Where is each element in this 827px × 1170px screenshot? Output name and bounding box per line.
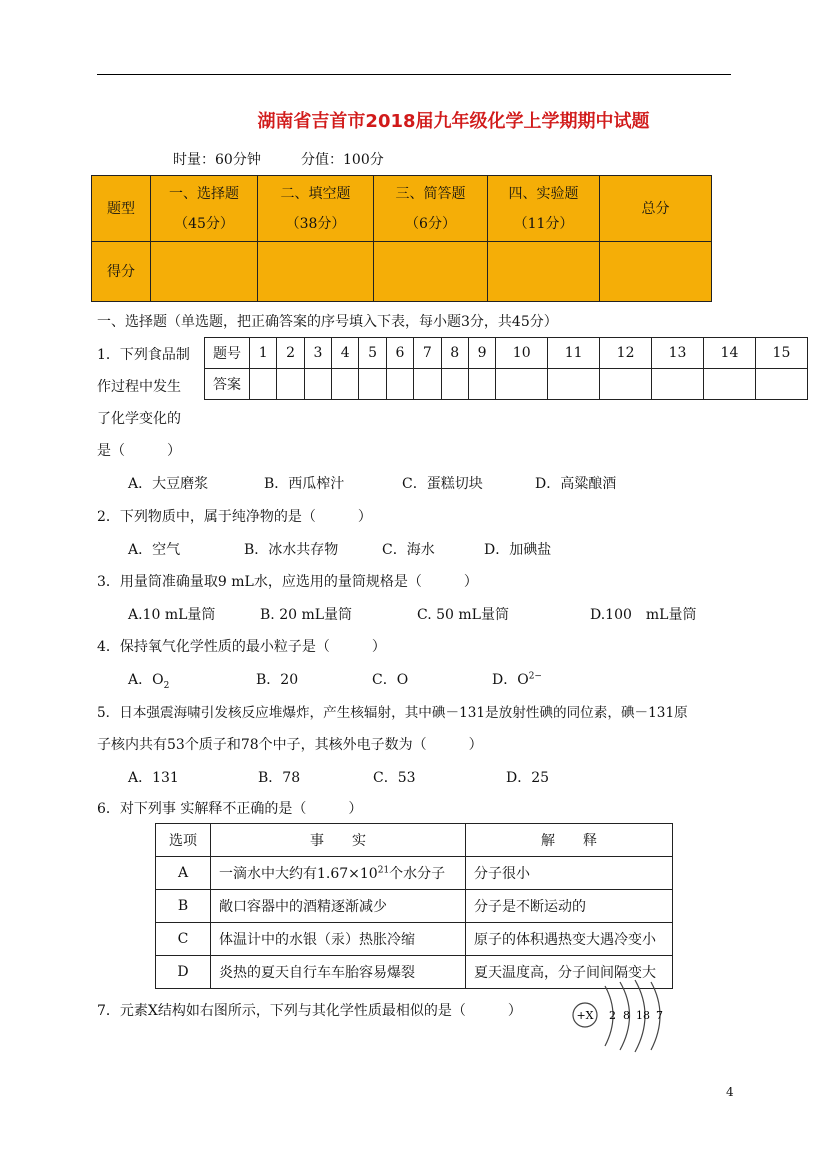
- q4-stem: 4．保持氧气化学性质的最小粒子是（ ）: [97, 639, 386, 655]
- facts-fact: 体温计中的水银（汞）热胀冷缩: [211, 923, 466, 956]
- answer-number-cell: 7: [414, 338, 441, 369]
- answer-input-cell[interactable]: [548, 369, 600, 400]
- answer-input-cell[interactable]: [468, 369, 495, 400]
- table-row: [156, 890, 673, 923]
- answer-input-cell[interactable]: [652, 369, 704, 400]
- total-score: 分值：100分: [301, 152, 384, 168]
- score-cell[interactable]: [600, 242, 712, 302]
- score-cell[interactable]: [488, 242, 600, 302]
- time-limit: 时量：60分钟: [173, 152, 261, 168]
- shell-1-count: 2: [609, 1009, 616, 1022]
- facts-reason: 原子的体积遇热变大遇冷变小: [466, 923, 673, 956]
- answer-number-cell: 14: [703, 338, 755, 369]
- facts-option: B: [156, 890, 211, 923]
- answer-input-cell[interactable]: [359, 369, 386, 400]
- q5-option-b: B．78: [258, 770, 301, 786]
- facts-reason: 分子是不断运动的: [466, 890, 673, 923]
- answer-number-cell: 13: [652, 338, 704, 369]
- answer-input-cell[interactable]: [496, 369, 548, 400]
- answer-number-cell: 5: [359, 338, 386, 369]
- answer-input-cell[interactable]: [304, 369, 331, 400]
- answer-table: [204, 337, 808, 400]
- facts-fact: 敞口容器中的酒精逐渐减少: [211, 890, 466, 923]
- answer-input-cell[interactable]: [250, 369, 277, 400]
- q2-option-c: C．海水: [382, 542, 435, 558]
- table-row: [156, 857, 673, 890]
- shell-2-count: 8: [623, 1009, 630, 1022]
- answer-number-cell: 9: [468, 338, 495, 369]
- q5-option-c: C．53: [373, 770, 416, 786]
- score-header-label: 题型: [92, 176, 151, 242]
- header-rule: [97, 74, 731, 75]
- q2-option-a: A．空气: [128, 542, 181, 558]
- q3-option-c: C. 50 mL量筒: [417, 607, 509, 623]
- atom-structure-diagram: [565, 978, 675, 1053]
- score-col-3: 三、简答题 （6分）: [374, 176, 488, 242]
- facts-fact: 一滴水中大约有$1.67\times 10^{21}$个水分子: [211, 857, 466, 890]
- score-cell[interactable]: [374, 242, 488, 302]
- answer-number-cell: 1: [250, 338, 277, 369]
- q2-option-b: B．冰水共存物: [244, 542, 339, 558]
- facts-table: [155, 823, 673, 989]
- facts-header-fact: 事 实: [211, 824, 466, 857]
- facts-option: D: [156, 956, 211, 989]
- answer-input-cell[interactable]: [414, 369, 441, 400]
- q1-option-b: B．西瓜榨汁: [264, 476, 345, 492]
- answer-number-cell: 3: [304, 338, 331, 369]
- answer-row2-label: 答案: [205, 369, 250, 400]
- q1-option-c: C．蛋糕切块: [402, 476, 483, 492]
- q3-stem: 3．用量筒准确量取9 mL水，应选用的量筒规格是（ ）: [97, 574, 478, 590]
- score-col-4: 四、实验题 （11分）: [488, 176, 600, 242]
- facts-header-option: 选项: [156, 824, 211, 857]
- score-row-label: 得分: [92, 242, 151, 302]
- score-cell[interactable]: [258, 242, 374, 302]
- score-col-2: 二、填空题 （38分）: [258, 176, 374, 242]
- q2-option-d: D．加碘盐: [484, 542, 552, 558]
- q1-line-1: 1．下列食品制: [97, 347, 190, 363]
- facts-reason: 夏天温度高，分子间间隔变大: [466, 956, 673, 989]
- score-table: [91, 175, 712, 302]
- q3-option-a: A.10 mL量筒: [128, 607, 216, 623]
- facts-fact: 炎热的夏天自行车车胎容易爆裂: [211, 956, 466, 989]
- q2-stem: 2．下列物质中，属于纯净物的是（ ）: [97, 509, 372, 525]
- answer-number-cell: 6: [386, 338, 413, 369]
- answer-input-cell[interactable]: [386, 369, 413, 400]
- answer-input-cell[interactable]: [441, 369, 468, 400]
- page-number: 4: [726, 1085, 734, 1099]
- paper-title: 湖南省吉首市2018届九年级化学上学期期中试题: [257, 111, 650, 132]
- q7-stem: 7．元素X结构如右图所示，下列与其化学性质最相似的是（ ）: [97, 1003, 522, 1019]
- answer-row1-label: 题号: [205, 338, 250, 369]
- q1-line-4: 是（ ）: [97, 443, 181, 459]
- q4-option-b: B．20: [256, 672, 299, 688]
- answer-number-cell: 8: [441, 338, 468, 369]
- facts-option: C: [156, 923, 211, 956]
- facts-option: A: [156, 857, 211, 890]
- q1-option-d: D．高粱酿酒: [535, 476, 617, 492]
- shell-4-count: 7: [656, 1009, 663, 1022]
- answer-input-cell[interactable]: [600, 369, 652, 400]
- answer-number-cell: 11: [548, 338, 600, 369]
- q6-stem: 6．对下列事 实解释不正确的是（ ）: [97, 801, 363, 817]
- q1-option-a: A．大豆磨浆: [128, 476, 209, 492]
- q5-line-2: 子核内共有53个质子和78个中子，其核外电子数为（ ）: [97, 737, 483, 753]
- answer-number-cell: 10: [496, 338, 548, 369]
- score-col-total: 总分: [600, 176, 712, 242]
- facts-header-reason: 解 释: [466, 824, 673, 857]
- answer-input-cell[interactable]: [703, 369, 755, 400]
- answer-number-cell: 4: [332, 338, 359, 369]
- score-cell[interactable]: [151, 242, 258, 302]
- q4-option-c: C．O: [372, 672, 409, 688]
- answer-number-cell: 12: [600, 338, 652, 369]
- q5-option-d: D．25: [506, 770, 550, 786]
- shell-3-count: 18: [636, 1009, 650, 1022]
- answer-input-cell[interactable]: [755, 369, 807, 400]
- answer-input-cell[interactable]: [332, 369, 359, 400]
- section-1-heading: 一、选择题（单选题，把正确答案的序号填入下表，每小题3分，共45分）: [97, 314, 558, 330]
- q3-option-b: B. 20 mL量筒: [260, 607, 353, 623]
- facts-reason: 分子很小: [466, 857, 673, 890]
- nucleus-label: +X: [576, 1009, 594, 1022]
- table-row: [156, 923, 673, 956]
- q1-line-3: 了化学变化的: [97, 411, 181, 427]
- answer-number-cell: 15: [755, 338, 807, 369]
- answer-input-cell[interactable]: [277, 369, 304, 400]
- q3-option-d: D.100 mL量筒: [590, 607, 697, 623]
- q4-option-d: D．$O^{2-}$: [492, 671, 542, 688]
- q1-line-2: 作过程中发生: [97, 379, 181, 395]
- q5-option-a: A．131: [128, 770, 179, 786]
- q4-option-a: A．$O_2$: [128, 672, 170, 691]
- answer-number-cell: 2: [277, 338, 304, 369]
- score-col-1: 一、选择题 （45分）: [151, 176, 258, 242]
- q5-line-1: 5．日本强震海啸引发核反应堆爆炸，产生核辐射，其中碘－131是放射性碘的同位素，碘－131原: [97, 705, 688, 721]
